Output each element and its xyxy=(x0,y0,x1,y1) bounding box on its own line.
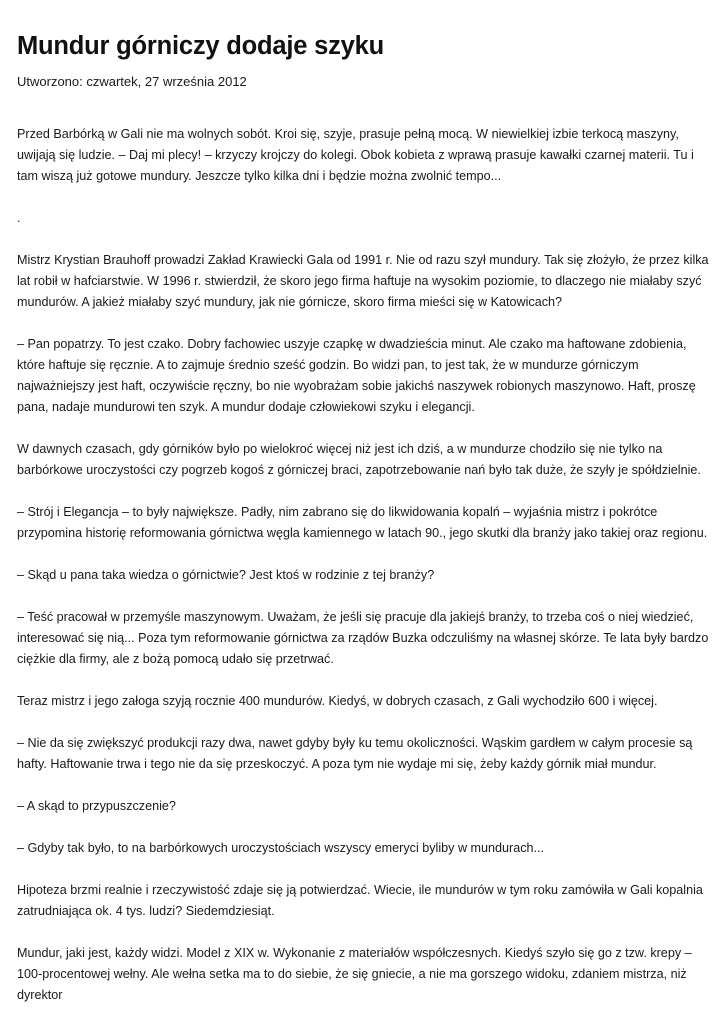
article-paragraph: – Strój i Elegancja – to były największe. Padły, nim zabrano się do likwidowania kopalń – wyjaśnia mistrz i pokrótce przypomina historię reformowania górnictwa węgla kamiennego w latach 90., jego skutki dla branży jako takiej oraz regionu. xyxy=(17,505,708,540)
article xyxy=(17,0,717,1027)
article-created-date: Utworzono: czwartek, 27 września 2012 xyxy=(17,74,247,89)
article-paragraph: Przed Barbórką w Gali nie ma wolnych sobót. Kroi się, szyje, prasuje pełną mocą. W niewielkiej izbie terkocą maszyny, uwijają się ludzie. – Daj mi plecy! – krzyczy krojczy do kolegi. Obok kobieta z wprawą prasuje kawałki czarnej materii. Tu i tam wiszą już gotowe mundury. Jeszcze tylko kilka dni i będzie można zwolnić tempo... xyxy=(17,127,694,183)
article-paragraph: Mistrz Krystian Brauhoff prowadzi Zakład Krawiecki Gala od 1991 r. Nie od razu szył mundury. Tak się złożyło, że przez kilka lat robił w hafciarstwie. W 1996 r. stwierdził, że skoro jego firma haftuje na wysokim poziomie, to dlaczego nie miałaby szyć mundurów. A jakież miałaby szyć mundury, jak nie górnicze, skoro firma mieści się w Katowicach? xyxy=(17,253,709,309)
article-paragraph: Hipoteza brzmi realnie i rzeczywistość zdaje się ją potwierdzać. Wiecie, ile mundurów w tym roku zamówiła w Gali kopalnia zatrudniająca ok. 4 tys. ludzi? Siedemdziesiąt. xyxy=(17,883,703,918)
article-paragraph: . xyxy=(17,211,21,225)
article-paragraph: Mundur, jaki jest, każdy widzi. Model z XIX w. Wykonanie z materiałów współczesnych. Kiedyś szyło się go z tzw. krepy – 100-procentowej wełny. Ale wełna setka ma to do siebie, że się gniecie, a nie ma gorszego widoku, zdaniem mistrza, niż dyrektor xyxy=(17,946,692,1002)
article-paragraph: – Pan popatrzy. To jest czako. Dobry fachowiec uszyje czapkę w dwadzieścia minut. Ale czako ma haftowane zdobienia, które haftuje się ręcznie. A to zajmuje średnio sześć godzin. Bo widzi pan, to jest tak, że w mundurze górniczym najważniejszy jest haft, oczywiście ręczny, bo nie wyobrażam sobie jakichś naszywek robionych maszynowo. Haft, proszę pana, nadaje mundurowi ten szyk. A mundur dodaje człowiekowi szyku i elegancji. xyxy=(17,337,696,414)
article-paragraph: Teraz mistrz i jego załoga szyją rocznie 400 mundurów. Kiedyś, w dobrych czasach, z Gali wychodziło 600 i więcej. xyxy=(17,694,658,708)
article-paragraph: – Nie da się zwiększyć produkcji razy dwa, nawet gdyby były ku temu okoliczności. Wąskim gardłem w całym procesie są hafty. Haftowanie trwa i tego nie da się przeskoczyć. A poza tym nie wydaje mi się, żeby każdy górnik miał mundur. xyxy=(17,736,693,771)
article-title: Mundur górniczy dodaje szyku xyxy=(17,32,385,60)
article-paragraph: – Skąd u pana taka wiedza o górnictwie? Jest ktoś w rodzinie z tej branży? xyxy=(17,568,435,582)
article-paragraph: – A skąd to przypuszczenie? xyxy=(17,799,176,813)
article-paragraph: W dawnych czasach, gdy górników było po wielokroć więcej niż jest ich dziś, a w mundurze chodziło się nie tylko na barbórkowe uroczystości czy pogrzeb kogoś z górniczej braci, zapotrzebowanie nań było tak duże, że szyły je spółdzielnie. xyxy=(17,442,701,477)
article-body xyxy=(17,124,717,1006)
article-paragraph: – Gdyby tak było, to na barbórkowych uroczystościach wszyscy emeryci byliby w mundurach... xyxy=(17,841,545,855)
article-paragraph: – Teść pracował w przemyśle maszynowym. Uważam, że jeśli się pracuje dla jakiejś branży, to trzeba coś o niej wiedzieć, interesować się nią... Poza tym reformowanie górnictwa za rządów Buzka odczuliśmy na własnej skórze. Te lata były bardzo ciężkie dla firmy, ale z bożą pomocą udało się przetrwać. xyxy=(17,610,709,666)
